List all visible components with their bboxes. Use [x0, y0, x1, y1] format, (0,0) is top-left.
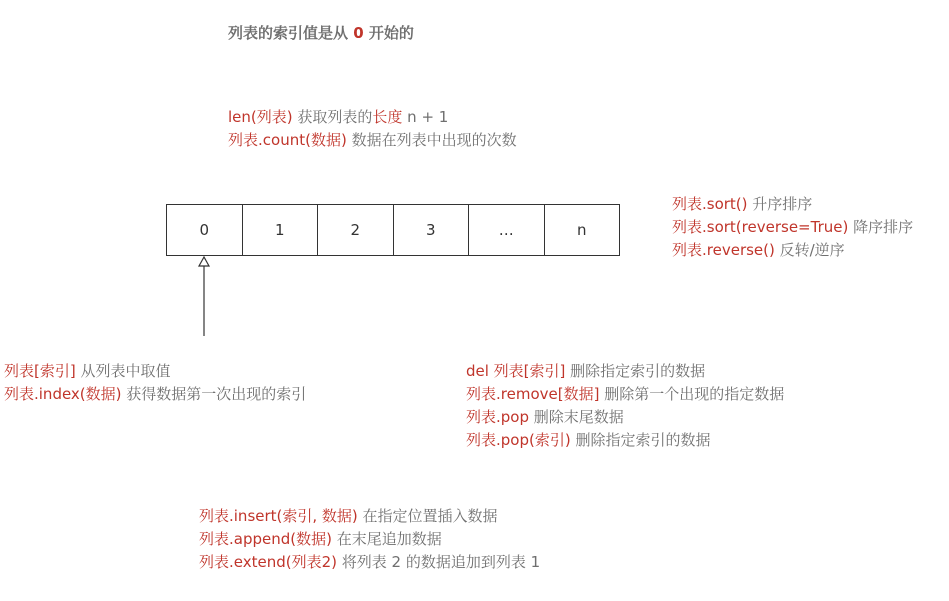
len-desc-b: n + 1: [402, 108, 449, 126]
list-cell: 1: [243, 205, 319, 255]
insert-block: [199, 505, 540, 574]
title-prefix: 列表的索引值是从: [228, 24, 354, 42]
sort-block: [672, 193, 913, 262]
access-block: [4, 360, 306, 406]
arrow-head: [199, 257, 209, 266]
sort-code: 列表.sort(): [672, 195, 748, 213]
extend-desc: 将列表 2 的数据追加到列表 1: [337, 553, 541, 571]
insert-code: 列表.insert(索引, 数据): [199, 507, 358, 525]
list-cell: n: [576, 221, 587, 239]
title-suffix: 开始的: [363, 24, 414, 42]
len-highlight: 长度: [372, 108, 403, 126]
title-zero: 0: [353, 24, 364, 42]
sort-desc: 升序排序: [747, 195, 813, 213]
del-desc: 删除指定索引的数据: [565, 362, 706, 380]
count-desc: 数据在列表中出现的次数: [346, 131, 517, 149]
index-desc: 获得数据第一次出现的索引: [121, 385, 307, 403]
pop-code: 列表.pop: [466, 408, 529, 426]
del-line: [466, 360, 784, 383]
sort-reverse-line: [672, 216, 913, 239]
index-arrow-icon: [196, 256, 212, 338]
list-cell: …: [469, 205, 545, 255]
len-desc-a: 获取列表的: [292, 108, 373, 126]
extend-line: [199, 551, 540, 574]
count-code: 列表.count(数据): [228, 131, 347, 149]
reverse-line: [672, 239, 913, 262]
length-count-block: [228, 106, 517, 152]
del-code: del 列表[索引]: [466, 362, 566, 380]
append-desc: 在末尾追加数据: [331, 530, 442, 548]
remove-desc: 删除第一个出现的指定数据: [599, 385, 785, 403]
len-line: [228, 106, 517, 129]
access-desc: 从列表中取值: [75, 362, 171, 380]
index-line: [4, 383, 306, 406]
index-code: 列表.index(数据): [4, 385, 122, 403]
sort-line: [672, 193, 913, 216]
pop-desc: 删除末尾数据: [529, 408, 624, 426]
remove-line: [466, 383, 784, 406]
remove-code: 列表.remove[数据]: [466, 385, 600, 403]
extend-code: 列表.extend(列表2): [199, 553, 337, 571]
sort-reverse-code: 列表.sort(reverse=True): [672, 218, 849, 236]
reverse-desc: 反转/逆序: [774, 241, 845, 259]
count-line: [228, 129, 517, 152]
access-code: 列表[索引]: [4, 362, 76, 380]
pop-line: [466, 406, 784, 429]
append-line: [199, 528, 540, 551]
list-cell: 2: [318, 205, 394, 255]
access-line: [4, 360, 306, 383]
list-cells: [166, 204, 620, 256]
insert-line: [199, 505, 540, 528]
append-code: 列表.append(数据): [199, 530, 332, 548]
pop-index-code: 列表.pop(索引): [466, 431, 571, 449]
delete-block: [466, 360, 784, 452]
pop-index-desc: 删除指定索引的数据: [570, 431, 711, 449]
list-cell: 0: [167, 205, 243, 255]
reverse-code: 列表.reverse(): [672, 241, 775, 259]
pop-index-line: [466, 429, 784, 452]
diagram-title: [228, 22, 414, 43]
insert-desc: 在指定位置插入数据: [357, 507, 498, 525]
sort-reverse-desc: 降序排序: [848, 218, 914, 236]
len-code: len(列表): [228, 108, 293, 126]
list-cell: 3: [394, 205, 470, 255]
